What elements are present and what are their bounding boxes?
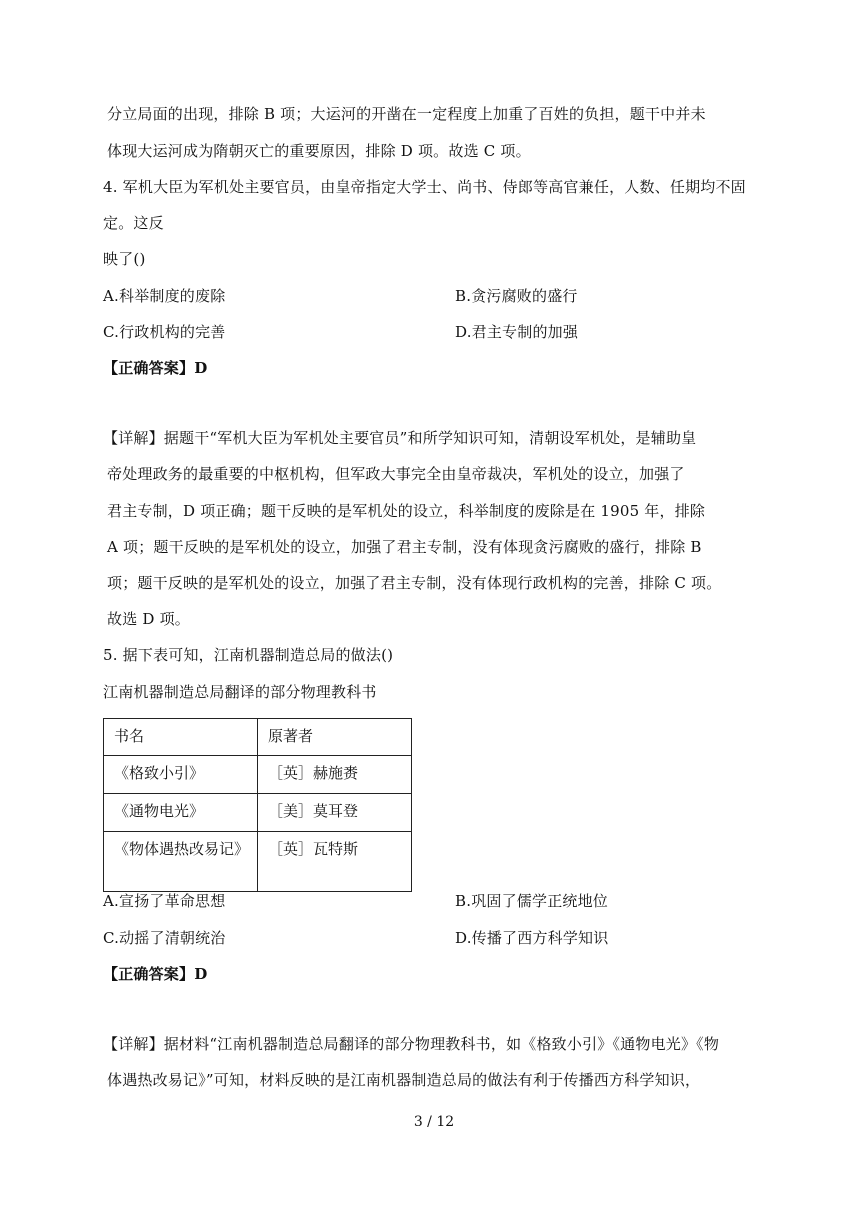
question-5-option-d: D.传播了西方科学知识: [455, 929, 609, 947]
question-4-option-b: B.贪污腐败的盛行: [455, 287, 578, 305]
question-5-detail-line: 体遇热改易记》”可知，材料反映的是江南机器制造总局的做法有利于传播西方科学知识，: [107, 1071, 701, 1089]
question-4-option-a: A.科举制度的废除: [103, 287, 226, 305]
table-header-row: [104, 719, 412, 756]
question-5-stem: 5. 据下表可知，江南机器制造总局的做法(): [103, 646, 394, 664]
table-row: [104, 794, 412, 832]
question-4-detail-line: 君主专制，D 项正确；题干反映的是军机处的设立，科举制度的废除是在 1905 年，排除: [107, 502, 706, 520]
question-4-detail-line: 帝处理政务的最重要的中枢机构，但军政大事完全由皇帝裁决，军机处的设立，加强了: [107, 465, 685, 483]
question-5-answer: 【正确答案】D: [103, 965, 208, 983]
question-5-option-c: C.动摇了清朝统治: [103, 929, 226, 947]
question-4-detail-line: 项；题干反映的是军机处的设立，加强了君主专制，没有体现行政机构的完善，排除 C 项。: [107, 574, 722, 592]
table-row: [104, 832, 412, 892]
table-row: [104, 756, 412, 794]
question-5-option-b: B.巩固了儒学正统地位: [455, 892, 608, 910]
question-4-detail-line: A 项；题干反映的是军机处的设立，加强了君主专制，没有体现贪污腐败的盛行，排除 B: [107, 538, 702, 556]
table-cell-author: ［英］瓦特斯: [258, 832, 412, 892]
table-cell-author: ［英］赫施赉: [258, 756, 412, 794]
question-4-detail-line: 【详解】据题干“军机大臣为军机处主要官员”和所学知识可知，清朝设军机处，是辅助皇: [103, 429, 697, 447]
question-4-stem: 4. 军机大臣为军机处主要官员，由皇帝指定大学士、尚书、侍郎等高官兼任，人数、任期均不固: [103, 178, 746, 196]
table-header-cell: 书名: [104, 719, 258, 756]
text-line: 分立局面的出现，排除 B 项；大运河的开凿在一定程度上加重了百姓的负担，题干中并未: [107, 105, 706, 123]
page-number: 3 / 12: [413, 1114, 455, 1130]
question-4-stem-cont: 定。这反: [103, 214, 164, 232]
question-4-detail-line: 故选 D 项。: [107, 610, 190, 628]
question-4-stem-cont: 映了(): [103, 250, 146, 268]
table-title: 江南机器制造总局翻译的部分物理教科书: [103, 683, 377, 701]
table-cell-author: ［美］莫耳登: [258, 794, 412, 832]
table-header-cell: 原著者: [258, 719, 412, 756]
question-4-option-c: C.行政机构的完善: [103, 323, 226, 341]
table-cell-title: 《通物电光》: [104, 794, 258, 832]
question-5-detail-line: 【详解】据材料“江南机器制造总局翻译的部分物理教科书，如《格致小引》《通物电光》《物: [103, 1035, 720, 1053]
table-cell-title: 《格致小引》: [104, 756, 258, 794]
question-5-option-a: A.宣扬了革命思想: [103, 892, 226, 910]
question-4-option-d: D.君主专制的加强: [455, 323, 579, 341]
question-4-answer: 【正确答案】D: [103, 359, 208, 377]
table-cell-title: 《物体遇热改易记》: [104, 832, 258, 892]
books-table: [103, 718, 412, 892]
text-line: 体现大运河成为隋朝灭亡的重要原因，排除 D 项。故选 C 项。: [107, 142, 531, 160]
